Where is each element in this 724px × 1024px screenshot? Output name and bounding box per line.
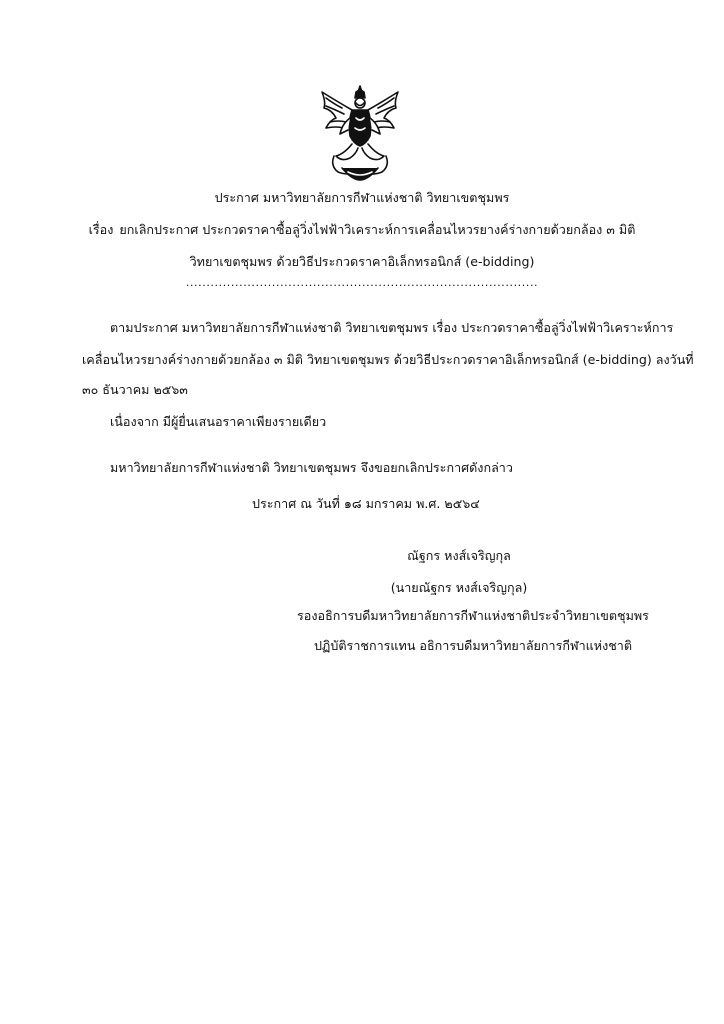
body-paragraph-1-line-3: ๓๐ ธันวาคม ๒๕๖๓ [82,382,188,397]
body-paragraph-1-line-1: ตามประกาศ มหาวิทยาลัยการกีฬาแห่งชาติ วิทยาเขตชุมพร เรื่อง ประกวดราคาซื้อลู่วิ่งไฟฟ้าวิเคราะห์การ [110,320,674,335]
signatory-position-line-1: รองอธิการบดีมหาวิทยาลัยการกีฬาแห่งชาติประจำวิทยาเขตชุมพร [297,608,649,623]
signatory-position-line-2: ปฏิบัติราชการแทน อธิการบดีมหาวิทยาลัยการกีฬาแห่งชาติ [313,638,633,653]
subject-text-line2: วิทยาเขตชุมพร ด้วยวิธีประกวดราคาอิเล็กทรอนิกส์ (e-bidding) [189,254,535,269]
garuda-emblem-icon [312,84,408,184]
body-paragraph-2: เนื่องจาก มีผู้ยื่นเสนอราคาเพียงรายเดียว [110,414,327,429]
subject-line [0,222,724,238]
body-paragraph-1-line-2: เคลื่อนไหวรยางค์ร่างกายด้วยกล้อง ๓ มิติ วิทยาเขตชุมพร ด้วยวิธีประกวดราคาอิเล็กทรอนิกส์ (e-bidding) ลงวันที่ [82,352,694,367]
subject-label: เรื่อง [88,222,114,237]
body-paragraph-3: มหาวิทยาลัยการกีฬาแห่งชาติ วิทยาเขตชุมพร จึงขอยกเลิกประกาศดังกล่าว [110,460,513,475]
announce-date: ประกาศ ณ วันที่ ๑๘ มกราคม พ.ศ. ๒๕๖๔ [252,496,480,511]
subject-text-line1: ยกเลิกประกาศ ประกวดราคาซื้อลู่วิ่งไฟฟ้าวิเคราะห์การเคลื่อนไหวรยางค์ร่างกายด้วยกล้อง ๓ มิติ [119,222,636,237]
signature-name: ณัฐกร หงส์เจริญกุล [407,548,511,563]
signatory-full-name: (นายณัฐกร หงส์เจริญกุล) [390,580,528,595]
announcement-title: ประกาศ มหาวิทยาลัยการกีฬาแห่งชาติ วิทยาเขตชุมพร [214,190,510,205]
dotted-divider: ...................................................................................... [185,276,539,289]
